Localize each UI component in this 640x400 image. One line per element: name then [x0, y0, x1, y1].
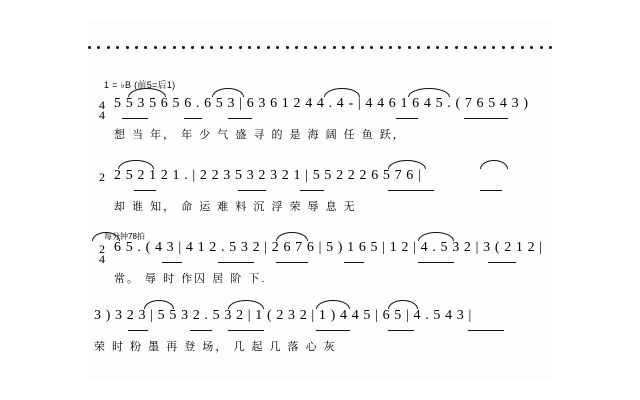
beam-line	[480, 190, 502, 191]
note-row-1: 5 5 3 5 6 5 6 . 6 5 3 | 6 3 6 1 2 4 4 . 4 - | 4 4 6 1 6 4 5 . ( 7 6 5 4 3 )	[114, 96, 529, 111]
beam-line	[218, 262, 254, 263]
beam-line	[134, 190, 156, 191]
beam-line	[184, 118, 202, 119]
time-signature-numerator: 2	[99, 170, 105, 184]
note-row-3: 6 5 . ( 4 3 | 4 1 2 . 5 3 2 | 2 6 7 6 | 5 ) 1 6 5 | 1 2 | 4 . 5 3 2 | 3 ( 2 1 2 |	[114, 240, 543, 255]
time-signature-3	[94, 244, 110, 264]
slur-mark	[408, 88, 450, 97]
beam-line	[316, 330, 350, 331]
beam-line	[190, 330, 212, 331]
slur-mark	[144, 300, 174, 309]
beam-line	[122, 118, 148, 119]
beam-line	[388, 190, 434, 191]
slur-mark	[276, 232, 308, 241]
lyric-row-3: 常。 辱 时 作囚 居 阶 下.	[114, 273, 267, 285]
beam-line	[418, 262, 454, 263]
beam-line	[468, 330, 504, 331]
beam-line	[388, 330, 414, 331]
key-signature: 1 = ♭B (前5=后1)	[104, 80, 176, 90]
time-signature-numerator: 4	[99, 98, 105, 112]
slur-mark	[212, 88, 244, 97]
beam-line	[128, 330, 148, 331]
time-signature-denominator: 4	[99, 108, 105, 122]
slur-mark	[118, 160, 154, 169]
slur-mark	[418, 232, 454, 241]
beam-line	[238, 190, 266, 191]
beam-line	[276, 262, 308, 263]
beam-line	[344, 262, 364, 263]
lyric-row-2: 却 谁 知， 命 运 难 料 沉 浮 荣 辱 息 无	[114, 201, 357, 213]
time-signature-2	[94, 172, 110, 182]
beam-line	[228, 330, 264, 331]
note-row-4: 3 ) 3 2 3 | 5 5 3 2 . 5 3 2 | 1 ( 2 3 2 | 1 ) 4 4 5 | 6 5 | 4 . 5 4 3 |	[94, 308, 472, 323]
time-signature-1	[94, 100, 110, 120]
slur-mark	[388, 160, 426, 169]
top-dotted-rule	[88, 46, 552, 49]
slur-mark	[388, 300, 418, 309]
score-area	[88, 18, 552, 382]
lyric-row-4: 荣 时 粉 墨 再 登 场， 几 起 几 落 心 灰	[94, 341, 337, 353]
slur-mark	[324, 88, 360, 97]
beam-line	[464, 118, 508, 119]
slur-mark	[316, 300, 350, 309]
slur-mark	[228, 300, 264, 309]
slur-mark	[480, 160, 508, 169]
time-signature-denominator: 4	[99, 252, 105, 266]
beam-line	[396, 118, 418, 119]
beam-line	[162, 262, 182, 263]
lyric-row-1: 想 当 年， 年 少 气 盛 寻 的 是 海 阔 任 鱼 跃，	[114, 129, 406, 141]
beam-line	[488, 262, 516, 263]
time-signature-numerator: 2	[99, 242, 105, 256]
tempo-marking: 每分钟78拍	[104, 232, 145, 241]
note-row-2: 2 5 2 1 2 1 . | 2 2 3 5 3 2 3 2 1 | 5 5 2 2 2 6 5 7 6 |	[114, 168, 422, 183]
beam-line	[300, 190, 324, 191]
beam-line	[228, 118, 252, 119]
